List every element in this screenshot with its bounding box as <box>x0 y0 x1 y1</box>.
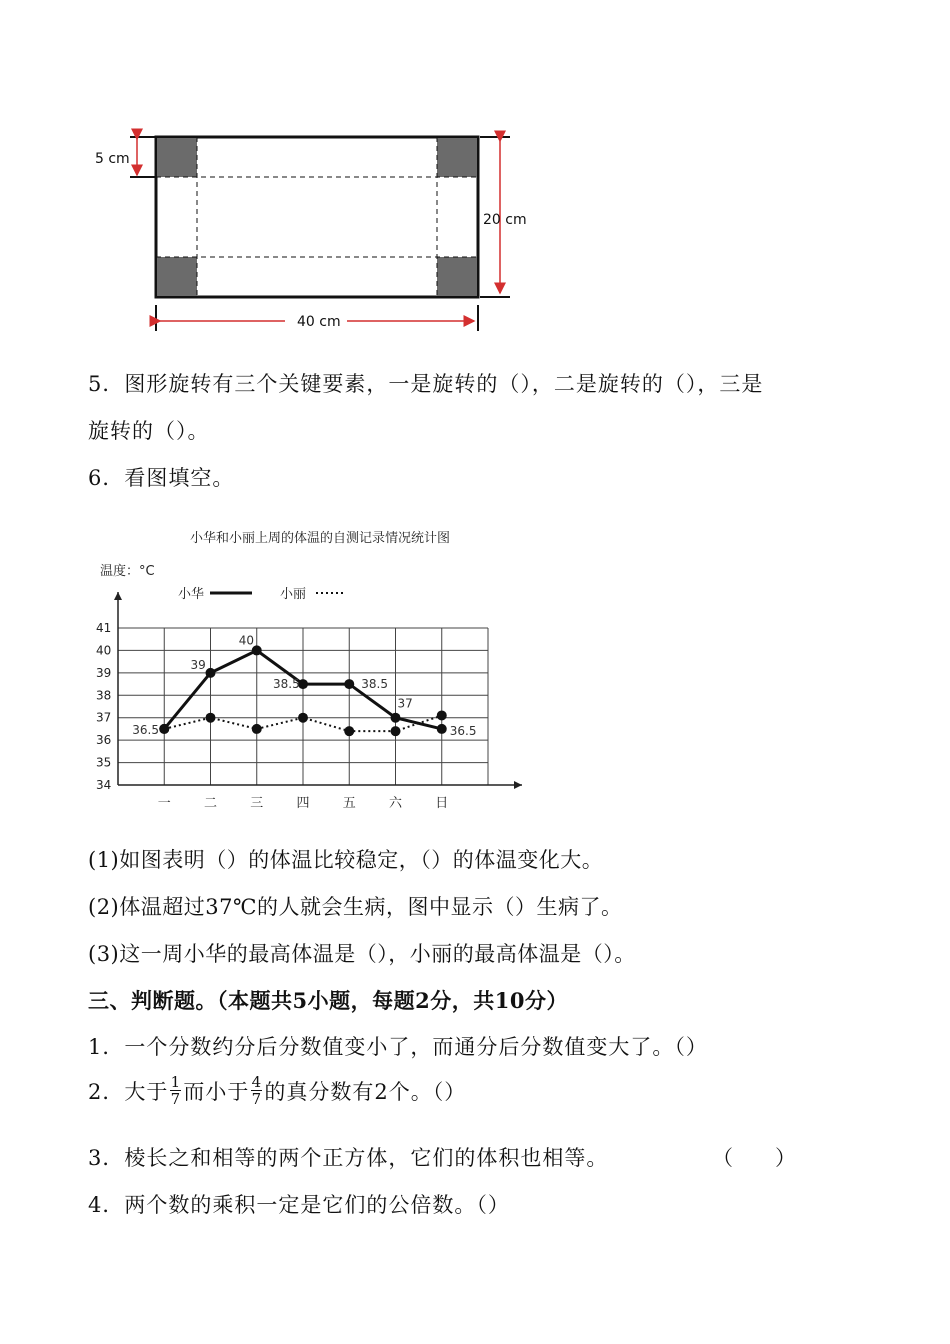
dim-label-5: 5 cm <box>95 151 130 167</box>
corner-square-bl <box>157 257 197 296</box>
series-0-point <box>391 713 401 723</box>
temperature-line-chart <box>90 520 540 815</box>
x-tick-label: 三 <box>250 796 264 811</box>
y-axis-arrow <box>114 592 122 600</box>
x-tick-label: 四 <box>296 796 310 811</box>
data-label: 36.5 <box>449 723 477 738</box>
series-1-point <box>252 724 262 734</box>
fraction-denominator: 7 <box>170 1090 182 1108</box>
fraction-numerator: 1 <box>170 1073 182 1091</box>
chart-legend <box>178 586 345 602</box>
question-5-line1: 5．图形旋转有三个关键要素，一是旋转的（），二是旋转的（），三是 <box>88 372 764 396</box>
series-1-point <box>159 724 169 734</box>
series-1-point <box>206 713 216 723</box>
chart-title: 小华和小丽上周的体温的自测记录情况统计图 <box>190 531 451 546</box>
data-label: 36.5 <box>132 722 159 737</box>
q6-sub-3: (3)这一周小华的最高体温是（），小丽的最高体温是（）。 <box>88 942 636 966</box>
box-net-figure <box>85 125 545 340</box>
chart-ylabel: 温度：°C <box>100 564 155 579</box>
question-5-line2: 旋转的（）。 <box>88 419 210 443</box>
judge-2-prefix: 2．大于 <box>88 1079 169 1104</box>
dim-label-40: 40 cm <box>297 314 341 330</box>
corner-square-tr <box>437 138 477 177</box>
y-tick-label: 34 <box>96 778 112 792</box>
judge-2-mid: 而小于 <box>183 1079 250 1104</box>
judge-4: 4．两个数的乘积一定是它们的公倍数。（） <box>88 1193 510 1217</box>
data-label: 38.5 <box>273 677 300 692</box>
section-3-heading: 三、判断题。（本题共5小题，每题2分，共10分） <box>88 988 568 1013</box>
judge-2 <box>88 1074 466 1107</box>
judge-3: 3．棱长之和相等的两个正方体，它们的体积也相等。 <box>88 1146 609 1170</box>
fraction-denominator: 7 <box>251 1090 263 1108</box>
question-6: 6．看图填空。 <box>88 466 235 490</box>
judge-3-answer-paren: （ ） <box>712 1146 796 1170</box>
y-tick-label: 35 <box>96 755 112 770</box>
chart-axes <box>114 592 522 789</box>
data-label: 39 <box>190 657 206 672</box>
data-label: 40 <box>238 633 255 648</box>
fraction-1-7 <box>170 1074 181 1107</box>
legend-label-xiaohua: 小华 <box>178 587 205 602</box>
series-0-point <box>437 724 447 734</box>
x-tick-label: 日 <box>435 796 449 811</box>
x-tick-label: 二 <box>203 796 218 811</box>
dim-label-20: 20 cm <box>483 212 527 228</box>
outer-rectangle <box>156 137 478 297</box>
series-1-point <box>298 713 308 723</box>
x-tick-label: 六 <box>388 796 403 811</box>
y-tick-label: 38 <box>96 688 112 703</box>
series-1-point <box>344 726 354 736</box>
series-1-point <box>391 726 401 736</box>
series-0-point <box>344 679 354 689</box>
y-tick-label: 41 <box>96 621 112 635</box>
series-1-point <box>437 710 447 720</box>
y-tick-label: 36 <box>96 733 112 748</box>
series-0-point <box>206 668 216 678</box>
corner-square-br <box>437 257 477 296</box>
judge-2-suffix: 的真分数有2个。（） <box>264 1079 467 1104</box>
q6-sub-1: (1)如图表明（）的体温比较稳定，（）的体温变化大。 <box>88 848 604 872</box>
legend-label-xiaoli: 小丽 <box>280 587 307 602</box>
fraction-numerator: 4 <box>251 1073 263 1091</box>
judge-1: 1．一个分数约分后分数值变小了，而通分后分数值变大了。（） <box>88 1035 708 1059</box>
chart-grid <box>118 628 488 785</box>
y-tick-label: 40 <box>96 643 112 658</box>
q6-sub-2: (2)体温超过37℃的人就会生病，图中显示（）生病了。 <box>88 895 623 919</box>
fraction-4-7 <box>251 1074 262 1107</box>
data-label: 38.5 <box>361 677 388 692</box>
chart-marks <box>132 633 476 738</box>
x-axis-arrow <box>514 781 522 789</box>
y-tick-label: 37 <box>96 710 112 725</box>
y-tick-label: 39 <box>96 665 112 680</box>
x-tick-label: 一 <box>157 796 171 811</box>
data-label: 37 <box>397 696 413 711</box>
x-tick-label: 五 <box>342 796 356 811</box>
corner-square-tl <box>157 138 197 177</box>
